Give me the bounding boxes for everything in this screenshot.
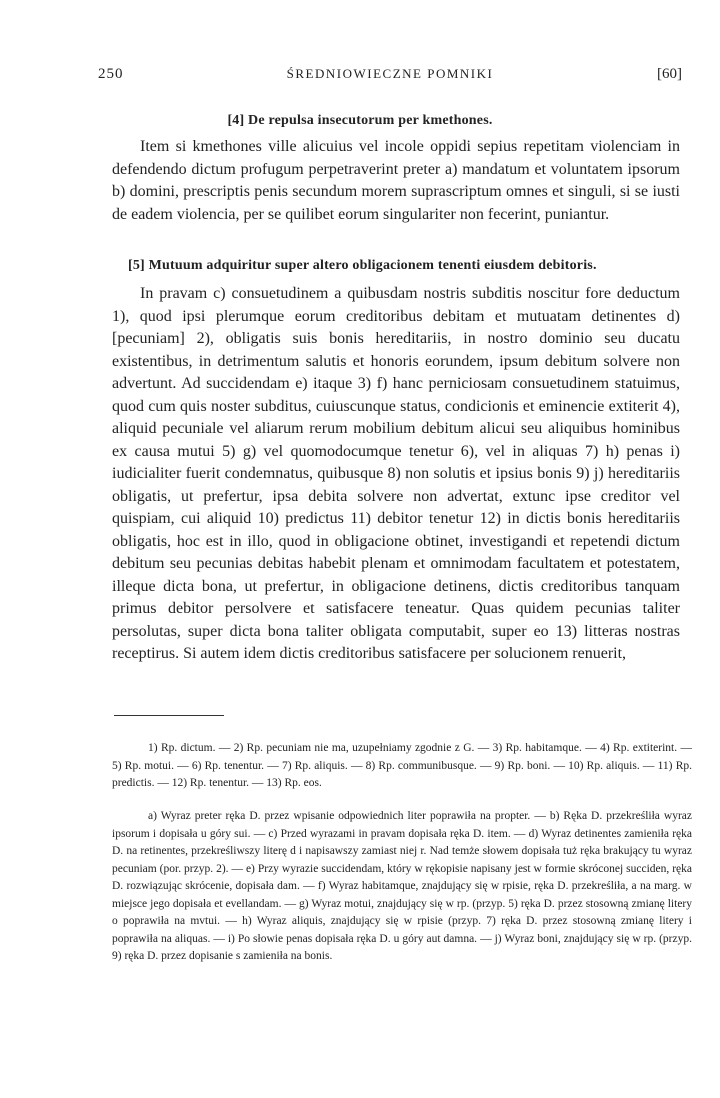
lettered-footnotes: a) Wyraz preter ręka D. przez wpisanie odpowiednich liter poprawiła na propter. — b) Ręka D. przekreśliła wyraz ipsorum i dopisała u góry sui. — c) Przed wyrazami in pravam dopisała ręka D. item. — d) Wyraz detinentes zamieniła ręka D. na retinentes, przekreśliwszy literę d i napisawszy zamiast niej r. Nad temże słowem dopisała tuż ręka brakujący tu wyraz pecuniam (por. przyp. 2). — e) Przy wyrazie succidendam, który w rękopisie napisany jest w formie skróconej succiden, ręka D. rozwiązując skrócenie, dopisała dam. — f) Wyraz habitamque, znajdujący się w rpisie, ręka D. przekreśliła, a na marg. w miejsce jego dopisała et evellandam. — g) Wyraz motui, znajdujący się w rp. (przyp. 5) ręka D. przez stosowną zmianę litery o poprawiła na mvtui. — h) Wyraz aliquis, znajdujący się w rpisie (przyp. 7) ręka D. przez stosowną zmianę litery i poprawiła na aliquas. — i) Po słowie penas dopisała ręka D. u góry aut damna. — j) Wyraz boni, znajdujący się w rp. (przyp. 9) ręka D. przez dopisanie s zamieniła na bonis. — [112, 810, 692, 962]
section-4-title: [4] De repulsa insecutorum per kmethones. — [227, 113, 493, 128]
numeric-footnotes: 1) Rp. dictum. — 2) Rp. pecuniam nie ma, uzupełniamy zgodnie z G. — 3) Rp. habitamque. — 4) Rp. extiterint. — 5) Rp. motui. — 6) Rp. tenentur. — 7) Rp. aliquis. — 8) Rp. communibusque. — 9) Rp. boni. — 10) Rp. aliquis. — 11) Rp. predictis. — 12) Rp. tenentur. — 13) Rp. eos. — [112, 742, 692, 789]
running-title: ŚREDNIOWIECZNE POMNIKI — [286, 66, 494, 81]
footnote-separator — [114, 715, 224, 716]
section-5-title: [5] Mutuum adquiritur super altero obligacionem tenenti eiusdem debitoris. — [128, 258, 597, 273]
page-number: 250 — [98, 66, 124, 82]
page-header — [98, 66, 682, 88]
section-4-text: Item si kmethones ville alicuius vel incole oppidi sepius repetitam violenciam in defendendo dictum profugum perpetraverint preter a) mandatum et voluntatem ipsorum b) domini, prescriptis penis secundum morem suprascriptum omnes et singuli, si se iusti de eadem violencia, per se quilibet eorum singulariter non fecerint, puniantur. — [112, 138, 680, 223]
section-5-text: In pravam c) consuetudinem a quibusdam nostris subditis noscitur fore deductum 1), quod ipsi plerumque eorum creditoribus debitam et mutuatam detinentes d) [pecuniam] 2), obligatis suis bonis hereditariis, in nostro dominio seu ducatu existentibus, in detrimentum salutis et honoris eorundem, ipsum debitum solvere non advertunt. Ad succidendam e) itaque 3) f) hanc perniciosam consuetudinem statuimus, quod cum quis noster subditus, cuiuscunque status, condicionis et eminencie extiterit 4), aliquid pecuniale vel aliarum rerum mobilium debitum alicui seu aliquibus hominibus ex causa mutui 5) g) vel quomodocumque tenetur 6), vel in aliquas 7) h) penas i) iudicialiter fuerit condemnatus, quibusque 8) non solutis et ipsius bonis 9) j) hereditariis obligatis, ut prefertur, ipsa debita solvere non advertat, extunc ipse creditor vel quispiam, cui aliquid 10) predictus 11) debitor tenetur 12) in dictis bonis hereditariis obligatis, hoc est in illo, quod in obligacione obtinet, investigandi et repetendi dictum debitum seu pecunias debitas habebit plenam et omnimodam facultatem et potestatem, illeque dicta bona, ut prefertur, in obligacione detinens, dictis creditoribus tanquam primus debitor persolvere et satisfacere teneatur. Quas quidem pecunias taliter persolutas, super dicta bona taliter obligata computabit, super eo 13) litteras nostras receptirus. Si autem idem dictis creditoribus satisfacere per solucionem renuerit, — [112, 285, 680, 662]
section-number: [60] — [657, 66, 682, 82]
